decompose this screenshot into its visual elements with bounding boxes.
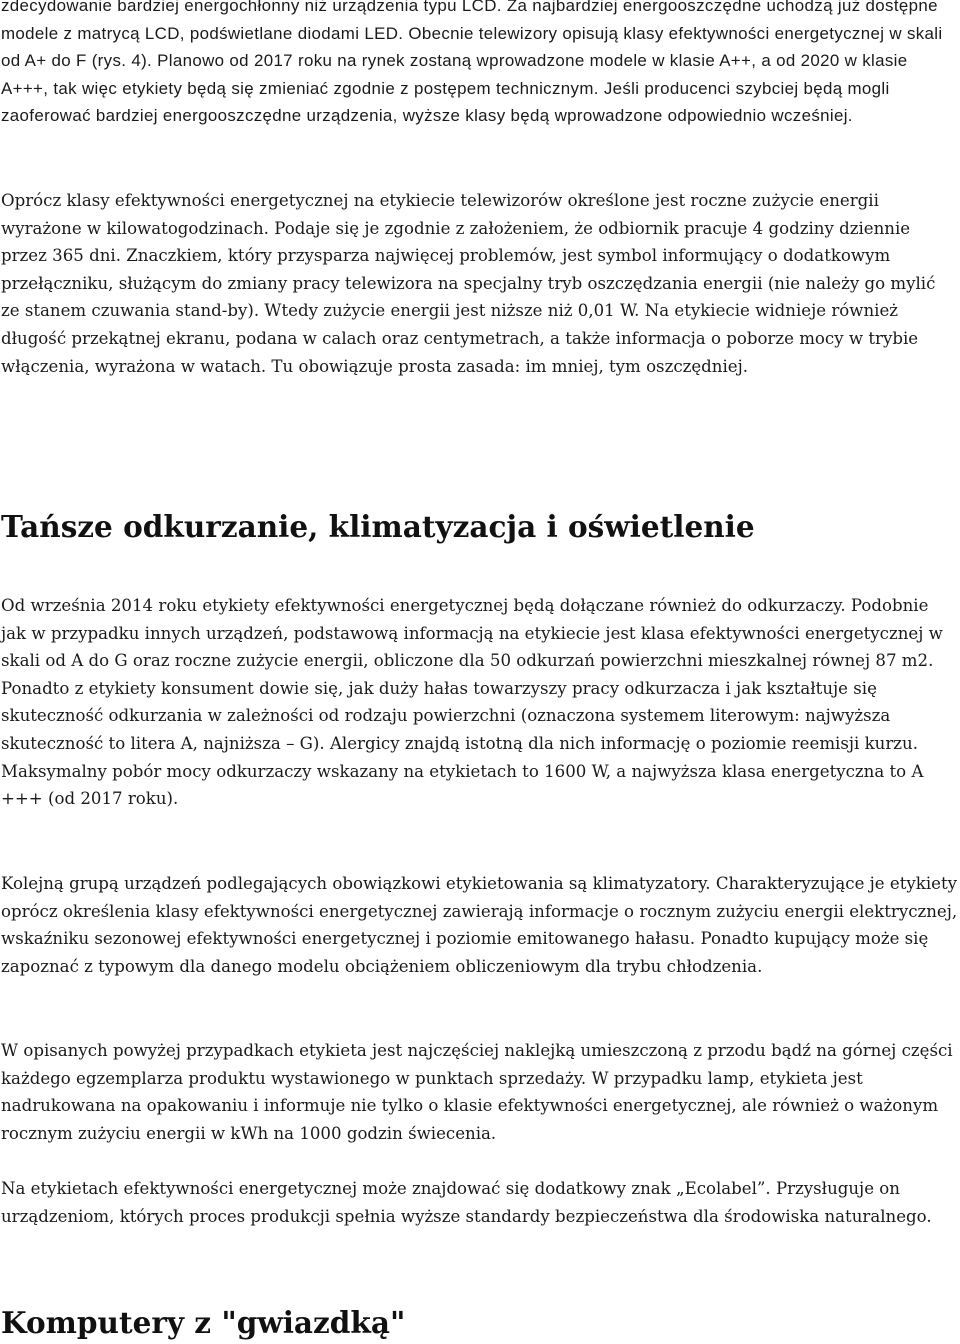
ecolabel-paragraph: Na etykietach efektywności energetycznej może znajdować się dodatkowy znak „Ecolabel”. Przysługuje on urządzeniom, których proces produkcji spełnia wyższe standardy bezpieczeństwa dla środowiska naturalnego. <box>1 1179 932 1226</box>
tv-paragraph-text: zdecydowanie bardziej energochłonny niż urządzenia typu LCD. Za najbardziej energooszczędne uchodzą już dostępne modele z matrycą LCD, podświetlane diodami LED. Obecnie telewizory opisują klasy efektywności energetycznej w skali od A+ do F (rys. 4). Planowo od 2017 roku na rynek zostaną wprowadzone modele w klasie A++, a od 2020 w klasie A+++, tak więc etykiety będą się zmieniać zgodnie z postępem technicznym. Jeśli producenci szybciej będą mogli zaoferować bardziej energooszczędne urządzenia, wyższe klasy będą wprowadzone odpowiednio wcześniej. <box>1 0 943 126</box>
section-heading-computers: Komputery z "gwiazdką" <box>1 1305 406 1340</box>
vacuum-paragraph: Od września 2014 roku etykiety efektywności energetycznej będą dołączane również do odkurzaczy. Podobnie jak w przypadku innych urządzeń, podstawową informacją na etykiecie jest klasa efektywności energetycznej w skali od A do G oraz roczne zużycie energii, obliczone dla 50 odkurzań powierzchni mieszkalnej równej 87 m2. Ponadto z etykiety konsument dowie się, jak duży hałas towarzyszy pracy odkurzacza i jak kształtuje się skuteczność odkurzania w zależności od rodzaju powierzchni (oznaczona systemem literowym: najwyższa skuteczność to litera A, najniższa – G). Alergicy znajdą istotną dla nich informację o poziomie reemisji kurzu. Maksymalny pobór mocy odkurzaczy wskazany na etykietach to 1600 W, a najwyższa klasa energetyczna to A +++ (od 2017 roku). <box>1 596 943 809</box>
tv-paragraph <box>0 0 960 130</box>
tv-label-paragraph: Oprócz klasy efektywności energetycznej na etykiecie telewizorów określone jest roczne zużycie energii wyrażone w kilowatogodzinach. Podaje się je zgodnie z założeniem, że odbiornik pracuje 4 godziny dziennie przez 365 dni. Znaczkiem, który przysparza najwięcej problemów, jest symbol informujący o dodatkowym przełączniku, służącym do zmiany pracy telewizora na specjalny tryb oszczędzania energii (nie należy go mylić ze stanem czuwania stand-by). Wtedy zużycie energii jest niższe niż 0,01 W. Na etykiecie widnieje również długość przekątnej ekranu, podana w calach oraz centymetrach, a także informacja o poborze mocy w trybie włączenia, wyrażona w watach. Tu obowiązuje prosta zasada: im mniej, tym oszczędniej. <box>1 191 936 376</box>
section-heading-vacuum-ac-lighting: Tańsze odkurzanie, klimatyzacja i oświetlenie <box>1 509 755 544</box>
label-placement-paragraph: W opisanych powyżej przypadkach etykieta jest najczęściej naklejką umieszczoną z przodu bądź na górnej części każdego egzemplarza produktu wystawionego w punktach sprzedaży. W przypadku lamp, etykieta jest nadrukowana na opakowaniu i informuje nie tylko o klasie efektywności energetycznej, ale również o ważonym rocznym zużyciu energii w kWh na 1000 godzin świecenia. <box>1 1041 953 1143</box>
air-conditioner-paragraph: Kolejną grupą urządzeń podlegających obowiązkowi etykietowania są klimatyzatory. Charakteryzujące je etykiety oprócz określenia klasy efektywności energetycznej zawierają informacje o rocznym zużyciu energii elektrycznej, wskaźniku sezonowej efektywności energetycznej i poziomie emitowanego hałasu. Ponadto kupujący może się zapoznać z typowym dla danego modelu obciążeniem obliczeniowym dla trybu chłodzenia. <box>1 874 958 976</box>
